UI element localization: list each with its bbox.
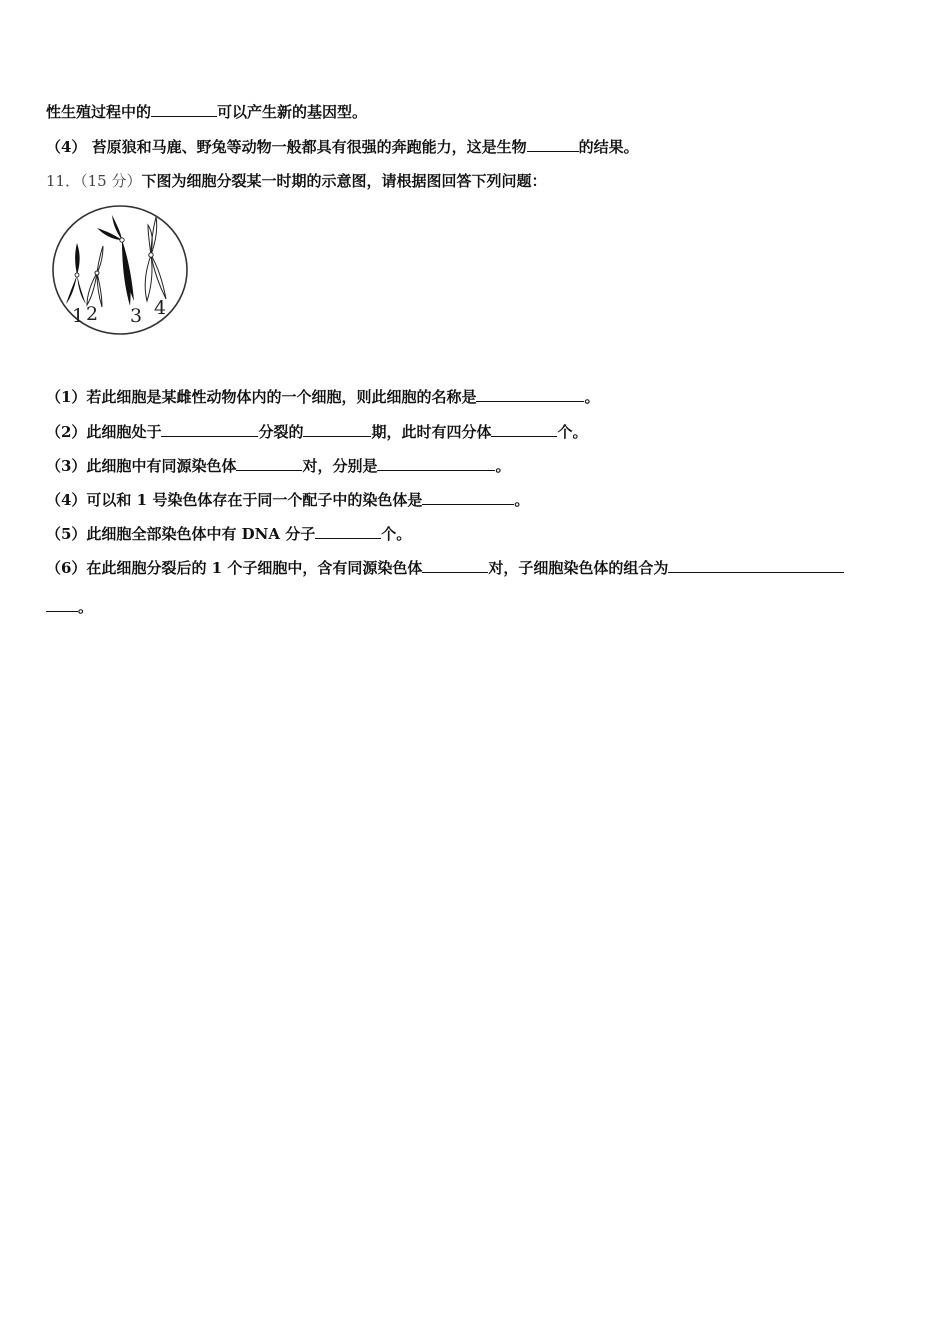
answer-blank-continued[interactable] [46,597,78,612]
sq3-text-a: （3）此细胞中有同源染色体 [46,457,237,475]
sq2-text-d: 个。 [557,423,588,441]
answer-blank[interactable] [236,456,302,471]
sq3-text-c: 。 [495,457,511,475]
sq1-text-b: 。 [584,388,600,406]
line1-text-a: 性生殖过程中的 [46,103,152,121]
sub-question-5 [46,524,411,544]
question-10-4 [46,137,639,157]
sq2-text-b: 分裂的 [258,423,304,441]
sub-question-3 [46,456,510,476]
text-line-1 [46,102,367,122]
sub-question-2 [46,422,588,442]
sq6-text-b: 对，子细胞染色体的组合为 [488,559,669,577]
sq5-text-a: （5）此细胞全部染色体中有 DNA 分子 [46,525,316,543]
chromosome-label-2: 2 [86,303,99,325]
sub-question-1 [46,387,599,407]
sub-question-6-continued [46,597,93,617]
chromosome-1 [66,243,86,304]
sq5-text-b: 个。 [381,525,412,543]
sq2-text-c: 期，此时有四分体 [371,423,492,441]
answer-blank[interactable] [377,456,495,471]
answer-blank[interactable] [422,490,514,505]
answer-blank[interactable] [161,422,258,437]
chromosome-label-3: 3 [130,305,143,327]
answer-blank[interactable] [422,558,488,573]
answer-blank[interactable] [151,102,217,117]
chromosome-4 [145,217,166,301]
sq4-text-a: （4）可以和 1 号染色体存在于同一个配子中的染色体是 [46,491,423,509]
chromosome-label-4: 4 [154,297,167,319]
answer-blank[interactable] [527,137,579,152]
question-number: 11．（15 分） [46,172,142,190]
answer-blank[interactable] [668,558,844,573]
question-11-header [46,171,546,191]
answer-blank[interactable] [315,524,381,539]
question-11-stem: 下图为细胞分裂某一时期的示意图，请根据图回答下列问题： [141,172,547,190]
answer-blank[interactable] [303,422,371,437]
sq6-text-a: （6）在此细胞分裂后的 1 个子细胞中，含有同源染色体 [46,559,423,577]
chromosome-label-1: 1 [72,305,85,327]
sub-question-4 [46,490,529,510]
sq4-text-b: 。 [514,491,530,509]
chromosome-3 [97,215,134,306]
chromosome-2 [87,246,103,307]
sub-question-6 [46,558,844,578]
q10-4-text-a: （4） 苔原狼和马鹿、野兔等动物一般都具有很强的奔跑能力，这是生物 [46,138,527,156]
answer-blank[interactable] [476,387,584,402]
sq3-text-b: 对，分别是 [302,457,378,475]
sq6-text-end: 。 [78,598,94,616]
sq1-text-a: （1）若此细胞是某雌性动物体内的一个细胞，则此细胞的名称是 [46,388,477,406]
q10-4-text-b: 的结果。 [578,138,639,156]
sq2-text-a: （2）此细胞处于 [46,423,162,441]
answer-blank[interactable] [491,422,557,437]
line1-text-b: 可以产生新的基因型。 [217,103,368,121]
cell-division-figure [50,203,192,339]
